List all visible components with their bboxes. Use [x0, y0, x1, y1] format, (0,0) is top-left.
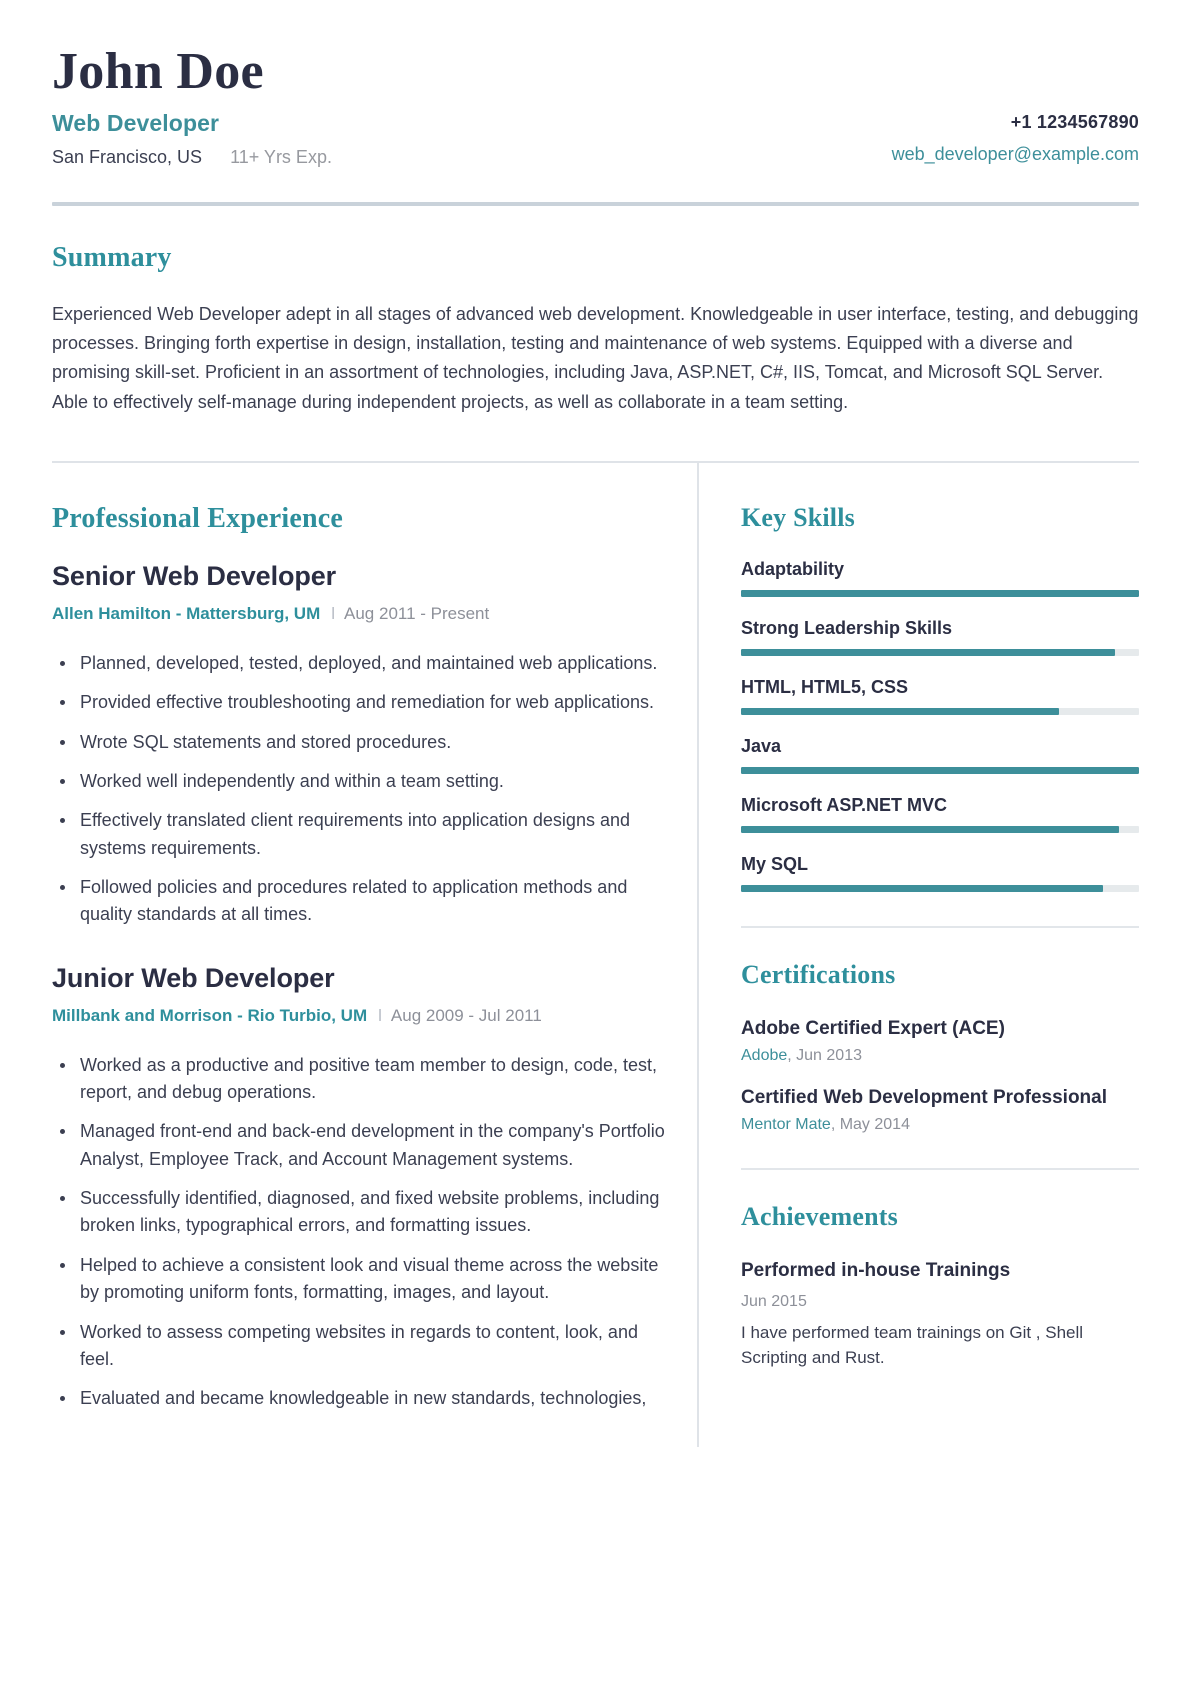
job-meta	[52, 1006, 665, 1026]
certification-issuer: Adobe	[741, 1047, 788, 1064]
job-bullet: Successfully identified, diagnosed, and fixed website problems, including broken links, typographical errors, and formatting issues.	[78, 1185, 665, 1240]
experience-item	[52, 963, 665, 1413]
skill-level-fill	[741, 767, 1139, 774]
candidate-experience: 11+ Yrs Exp.	[230, 147, 332, 168]
skill-name: My SQL	[741, 853, 809, 874]
certification-issuer: Mentor Mate	[741, 1116, 831, 1134]
candidate-meta	[52, 147, 332, 168]
job-bullet: Managed front-end and back-end development in the company's Portfolio Analyst, Employee Track, and Account Management systems.	[78, 1118, 665, 1173]
resume-header	[52, 44, 1139, 206]
candidate-role: Web Developer	[52, 110, 220, 137]
skill-item	[741, 559, 1139, 597]
skill-level-track	[741, 826, 1139, 833]
skills-section	[741, 503, 1139, 892]
skill-level-track	[741, 649, 1139, 656]
achievements-heading: Achievements	[741, 1202, 898, 1232]
header-contact-block	[892, 110, 1139, 165]
experience-heading: Professional Experience	[52, 502, 344, 534]
skill-item	[741, 736, 1139, 774]
skill-level-fill	[741, 708, 1059, 715]
experience-item	[52, 561, 665, 929]
certifications-heading: Certifications	[741, 959, 896, 989]
main-column	[52, 463, 697, 1447]
job-bullet: Helped to achieve a consistent look and visual theme across the website by promoting uniform fonts, formatting, images, and layout.	[78, 1252, 665, 1307]
skill-name: HTML, HTML5, CSS	[741, 676, 908, 697]
job-bullet: Worked as a productive and positive team member to design, code, test, report, and debug operations.	[78, 1052, 665, 1107]
job-bullet: Followed policies and procedures related to application methods and quality standards at all times.	[78, 874, 665, 929]
skill-item	[741, 618, 1139, 656]
skill-name: Strong Leadership Skills	[741, 617, 953, 638]
certification-meta	[741, 1047, 1139, 1065]
job-meta-separator: l	[378, 1005, 382, 1025]
header-left-block	[52, 110, 332, 168]
certification-meta-separator: ,	[830, 1116, 840, 1134]
achievements-list	[741, 1258, 1139, 1371]
job-title: Junior Web Developer	[52, 962, 335, 993]
body-columns	[52, 463, 1139, 1447]
sidebar-divider-2	[741, 1168, 1139, 1170]
job-meta-separator: l	[331, 603, 336, 623]
certifications-section	[741, 960, 1139, 1134]
job-bullet: Evaluated and became knowledgeable in new standards, technologies,	[78, 1385, 665, 1412]
candidate-name: John Doe	[52, 43, 264, 100]
skill-item	[741, 854, 1139, 892]
achievement-title: Performed in-house Trainings	[741, 1260, 1011, 1282]
job-bullet: Wrote SQL statements and stored procedures.	[78, 729, 665, 756]
skill-level-track	[741, 885, 1139, 892]
certification-meta	[741, 1116, 1139, 1134]
job-bullet: Planned, developed, tested, deployed, and maintained web applications.	[78, 650, 665, 677]
summary-section	[52, 206, 1139, 417]
job-dates: Aug 2011 - Present	[344, 603, 490, 623]
skill-name: Microsoft ASP.NET MVC	[741, 794, 948, 815]
achievement-item	[741, 1258, 1139, 1371]
skill-level-fill	[741, 590, 1139, 597]
skill-level-fill	[741, 826, 1119, 833]
job-bullet: Provided effective troubleshooting and remediation for web applications.	[78, 689, 665, 716]
job-bullet: Effectively translated client requirements into application designs and systems requirements.	[78, 807, 665, 862]
summary-text: Experienced Web Developer adept in all stages of advanced web development. Knowledgeable in user interface, testing, and debugging processes. Bringing forth expertise in design, installation, testing and maintenance of web systems. Equipped with a diverse and promising skill-set. Proficient in an assortment of technologies, including Java, ASP.NET, C#, IIS, Tomcat, and Microsoft SQL Server. Able to effectively self-manage during independent projects, as well as collaborate in a team setting.	[52, 304, 1139, 412]
contact-email[interactable]: web_developer@example.com	[891, 144, 1139, 165]
certifications-list	[741, 1016, 1139, 1134]
skill-level-track	[741, 767, 1139, 774]
skill-level-track	[741, 590, 1139, 597]
job-bullet-list	[52, 650, 665, 929]
job-bullet: Worked to assess competing websites in regards to content, look, and feel.	[78, 1319, 665, 1374]
certification-date: May 2014	[839, 1116, 910, 1134]
achievements-section	[741, 1202, 1139, 1371]
job-company: Millbank and Morrison - Rio Turbio, UM	[52, 1005, 368, 1025]
skills-heading: Key Skills	[741, 502, 855, 532]
skill-name: Adaptability	[741, 558, 845, 579]
skill-name: Java	[741, 735, 782, 756]
skills-list	[741, 559, 1139, 892]
job-company: Allen Hamilton - Mattersburg, UM	[52, 603, 321, 623]
certification-title: Adobe Certified Expert (ACE)	[741, 1017, 1005, 1039]
job-meta	[52, 604, 665, 624]
job-dates: Aug 2009 - Jul 2011	[390, 1005, 542, 1025]
certification-date: Jun 2013	[796, 1047, 862, 1064]
header-detail-row	[52, 110, 1139, 168]
certification-item	[741, 1085, 1139, 1134]
certification-title: Certified Web Development Professional	[741, 1087, 1108, 1108]
job-bullet: Worked well independently and within a team setting.	[78, 768, 665, 795]
job-title: Senior Web Developer	[52, 560, 337, 591]
skill-item	[741, 795, 1139, 833]
candidate-location: San Francisco, US	[52, 147, 203, 168]
skill-item	[741, 677, 1139, 715]
skill-level-track	[741, 708, 1139, 715]
skill-level-fill	[741, 885, 1103, 892]
header-divider	[52, 202, 1139, 206]
summary-heading: Summary	[52, 242, 172, 274]
experience-list	[52, 561, 665, 1413]
certification-meta-separator: ,	[787, 1047, 797, 1064]
contact-phone[interactable]: +1 1234567890	[1010, 112, 1139, 133]
skill-level-fill	[741, 649, 1115, 656]
sidebar-divider-1	[741, 926, 1139, 928]
certification-item	[741, 1016, 1139, 1065]
achievement-description: I have performed team trainings on Git , Shell Scripting and Rust.	[741, 1322, 1084, 1368]
sidebar-column	[697, 463, 1139, 1447]
job-bullet-list	[52, 1052, 665, 1413]
achievement-date: Jun 2015	[741, 1292, 807, 1310]
